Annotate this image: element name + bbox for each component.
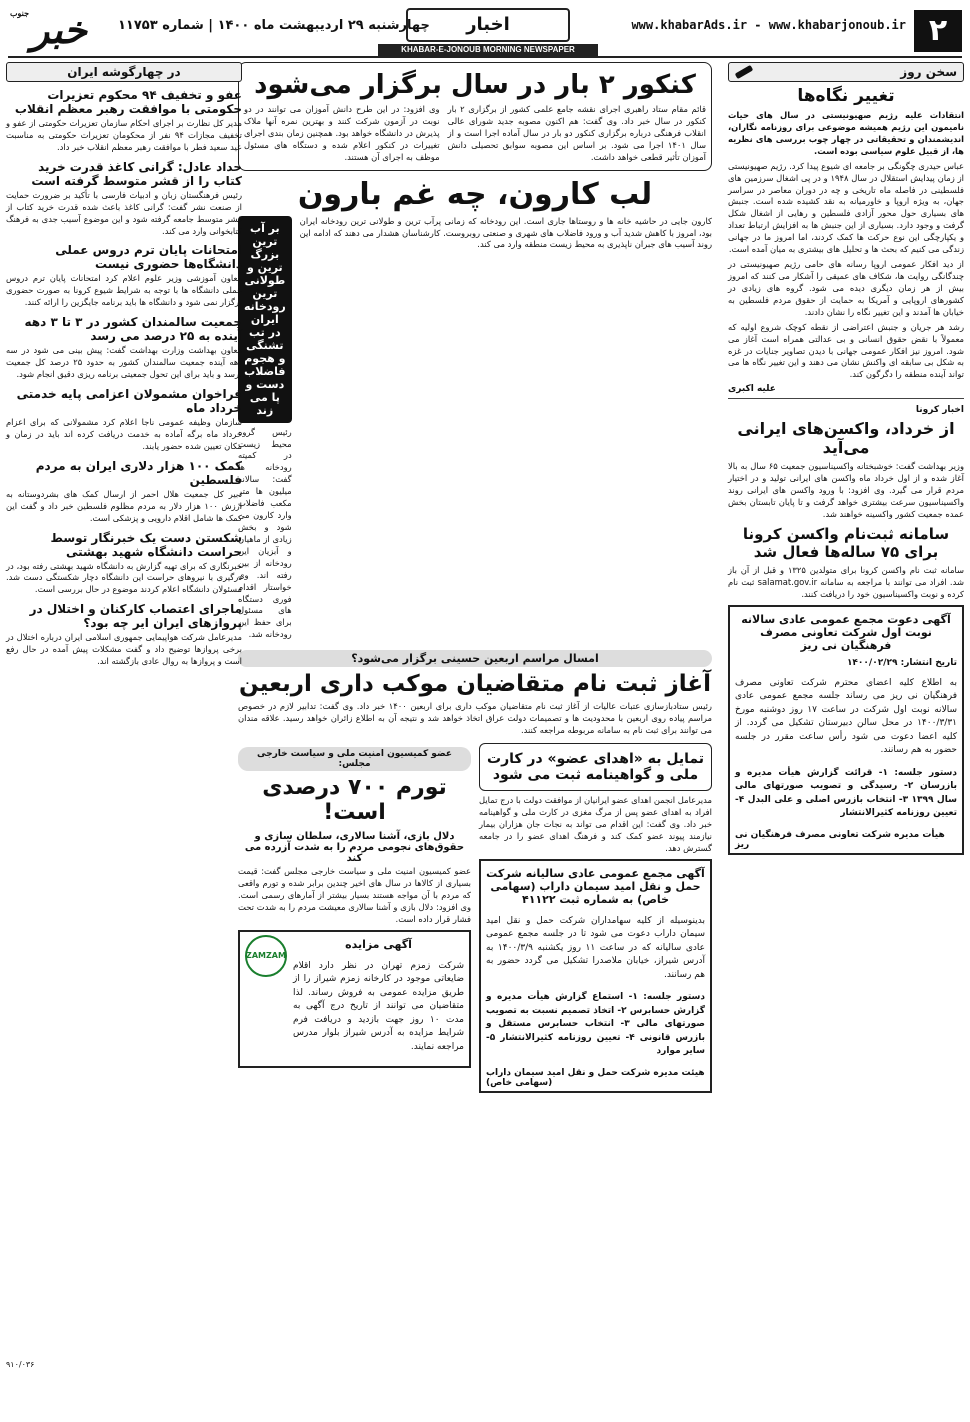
coop-ad-title: آگهی دعوت مجمع عمومی عادی سالانه نوبت اول شرکت تعاونی مصرف فرهنگیان نی ریز	[741, 612, 951, 652]
pen-icon	[735, 65, 754, 79]
page-number: ۲	[914, 10, 962, 52]
coop-ad	[728, 605, 964, 855]
divider	[728, 398, 964, 399]
left-s4-body: معاون بهداشت وزارت بهداشت گفت: پیش بینی می شود در سه دهه آینده جمعیت سالمندان کشور به حدود ۲۵ درصد کل جمعیت برسد و باید برای این تحول جمعیتی برنامه ریزی دقیق انجام شود.	[6, 345, 242, 380]
karun-cols	[238, 216, 712, 645]
karun-body-2: رئیس گروه محیط زیست در کمیته رودخانه ها گفت: سالانه میلیون ها متر مکعب فاضلاب وارد کارون می شود و بخش زیادی از ماهیان و آبزیان این رودخانه از بین رفته اند. وی خواستار اقدام فوری دستگاه های مسئول برای حفظ این رودخانه شد.	[238, 426, 292, 640]
konkur-body-1: قائم مقام ستاد راهبری اجرای نقشه جامع علمی کشور از برگزاری ۲ بار کنکور در سال خبر داد. وی گفت: هم اکنون مصوبه جدید شورای عالی انقلاب فرهنگی درباره برگزاری کنکور دو بار در سال آماده اجرا است و از سال ۱۴۰۱ اجرا می شود. بر اساس این مصوبه سوابق تحصیلی دانش آموزان تأثیر قطعی خواهد داشت.	[447, 104, 706, 162]
arbaeen-kicker: امسال مراسم اربعین حسینی برگزار می‌شود؟	[238, 650, 712, 667]
organ-title-box	[479, 743, 712, 791]
left-column	[6, 62, 242, 671]
left-s8-body: مدیرعامل شرکت هواپیمایی جمهوری اسلامی ایران درباره اختلال در برخی پروازها توضیح داد و گفت مشکلات پیش آمده در حال رفع است و پروازها به روال عادی بازگشته اند.	[6, 632, 242, 667]
konkur-story	[238, 62, 712, 171]
meeting-ad-body: بدینوسیله از کلیه سهامداران شرکت حمل و نقل امید سیمان داراب دعوت می شود تا در جلسه مجمع عمومی عادی سالیانه که در ساعت ۱۱ روز یکشنبه ۱۴۰۰/۳/۹ به آدرس شیراز، خیابان ملاصدرا تشکیل می گردد حضور به هم رسانند.	[486, 915, 705, 980]
organ-story	[479, 743, 712, 1093]
sokhan-title: تغییر نگاه‌ها	[797, 86, 895, 106]
karun-title: لب کارون، چه غم بارون	[297, 176, 653, 212]
auction-body: شرکت زمزم تهران در نظر دارد اقلام ضایعاتی موجود در کارخانه زمزم شیراز را از طریق مزایده عمومی به فروش رساند. لذا متقاضیان می توانند از تاریخ درج آگهی به مدت ۱۰ روز جهت بازدید و دریافت فرم شرایط مزایده به آدرس شیراز بلوار مدرس مراجعه نمایند.	[293, 960, 464, 1052]
meeting-ad-sign: هیئت مدیره شرکت حمل و نقل امید سیمان داراب (سهامی خاص)	[486, 1067, 705, 1088]
left-s2-body: رئیس فرهنگستان زبان و ادبیات فارسی با تأکید بر ضرورت حمایت از صنعت نشر گفت: گرانی کاغذ باعث شده قدرت خرید کتاب از قشر متوسط جامعه گرفته شود و این موضوع آسیب جدی به فرهنگ کتابخوانی وارد می کند.	[6, 189, 242, 236]
auction-ad	[238, 930, 471, 1069]
register-title: سامانه ثبت‌نام واکسن کرونا برای ۷۵ ساله‌ها فعال شد	[742, 524, 950, 561]
zamzam-logo-icon: ZAMZAM	[245, 935, 287, 977]
inflation-story	[238, 743, 471, 1093]
sokhan-body-1: انتقادات علیه رژیم صهیونیستی در سال های حیات نامیمون این رژیم همیشه موضوعی برای روزنامه نگاران، اندیشمندان و تحقیقاتی در چهار چوب بررسی های نظریه ها، از قبیل علوم سیاسی بوده است.	[728, 110, 964, 156]
dateline: چهارشنبه ۲۹ اردیبهشت ماه ۱۴۰۰ | شماره ۱۱۷۵۳	[118, 18, 430, 33]
footer-code: ۹۱۰/۰۳۶	[6, 1360, 35, 1369]
sokhan-header	[728, 62, 964, 82]
logo-sub: جنوب	[10, 8, 30, 18]
coop-ad-body: به اطلاع کلیه اعضای محترم شرکت تعاونی مصرف فرهنگیان نی ریز می رساند جلسه مجمع عمومی عادی سالانه نوبت اول شرکت در ساعت ۱۷ روز دوشنبه مورخ ۱۴۰۰/۳/۳۱ در محل سالن دبیرستان تشکیل می گردد. از کلیه اعضا دعوت می شود رأس ساعت مقرر در جلسه حضور به هم رسانند.	[735, 677, 957, 756]
konkur-title: کنکور ۲ بار در سال برگزار می‌شود	[254, 70, 696, 100]
left-s3-body: معاون آموزشی وزیر علوم اعلام کرد امتحانات پایان ترم دروس عملی دانشگاه ها با توجه به شرایط شیوع کرونا به صورت حضوری برگزار نمی شود و دانشگاه ها باید برنامه جایگزین را ارائه کنند.	[6, 273, 242, 308]
masthead	[8, 6, 962, 58]
right-column	[728, 62, 964, 855]
vaccine-tag: اخبار کرونا	[915, 405, 964, 416]
left-s7-body: خبرنگاری که برای تهیه گزارش به دانشگاه شهید بهشتی رفته بود، در درگیری با نیروهای حراست این دانشگاه دچار شکستگی دست شد. مسئولان دانشگاه اعلام کردند موضوع در حال بررسی است.	[6, 560, 242, 595]
inflation-sub: دلال بازی، آشنا سالاری، سلطان سازی و حقوق‌های نجومی مردم را به شدت آزرده می کند	[244, 830, 465, 864]
left-s6-title: کمک ۱۰۰ هزار دلاری ایران به مردم فلسطین	[35, 458, 242, 487]
left-s3-title: امتحانات پایان ترم دروس عملی دانشگاه‌ها حضوری نیست	[55, 243, 242, 272]
left-s1-title: عفو و تخفیف ۹۴ محکوم تعزیرات حکومتی با موافقت رهبر معظم انقلاب	[14, 88, 242, 116]
sokhan-body-3: از دید افکار عمومی اروپا رسانه های حامی رژیم صهیونیستی در چندگانگی روایت ها، شکاف های عمیقی را آشکار می کنند که امروز بیش از هر زمان دیگری دیده می شود. گروه های زیادی در کشورهای اروپایی و آمریکا به حمایت از حقوق مردم فلسطین به خیابان ها آمدند و این تغییر نگاه را نشان دادند.	[728, 259, 964, 317]
organ-title: تمایل به «اهدای عضو» در کارت ملی و گواهینامه ثبت می شود	[487, 750, 704, 783]
section-title: اخبار	[406, 8, 570, 42]
inflation-kicker: عضو کمیسیون امنیت ملی و سیاست خارجی مجلس:	[238, 747, 471, 771]
logo-text: خبر	[31, 6, 87, 52]
left-s1-body: مدیر کل نظارت بر اجرای احکام سازمان تعزیرات حکومتی از عفو و تخفیف مجازات ۹۴ نفر از محکومان تعزیرات حکومتی به مناسبت عید سعید فطر با موافقت رهبر معظم انقلاب خبر داد.	[6, 118, 242, 152]
arbaeen-story	[238, 650, 712, 737]
coop-ad-date: تاریخ انتشار: ۱۴۰۰/۰۲/۲۹	[846, 657, 957, 668]
left-s4-title: جمعیت سالمندان کشور در ۳ تا ۳ دهه آینده به ۲۵ درصد می رسد	[24, 315, 242, 344]
vaccine-body: وزیر بهداشت گفت: خوشبختانه واکسیناسیون جمعیت ۶۵ سال به بالا آغاز شده و از اول خرداد ماه واکسن های ایرانی تولید و در اختیار مردم قرار می گیرد. وی افزود: با ورود واکسن های ایرانی روند واکسیناسیون سرعت بیشتری خواهد گرفت و تا پایان تابستان بخش عمده جمعیت کشور واکسینه خواهند شد.	[728, 461, 965, 519]
left-s5-title: فراخوان مشمولان اعزامی پایه خدمتی خرداد ماه	[16, 386, 242, 415]
sokhan-label: سخن روز	[900, 65, 957, 79]
karun-body-1: کارون جایی در حاشیه خانه ها و روستاها جاری است. این رودخانه که زمانی پرآب ترین و طولانی ترین رودخانه ایران بود، امروز با کاهش شدید آب و ورود فاضلاب های شهری و صنعتی روبروست. کارشناسان هشدار می دهند که ادامه این روند آسیب های جبران ناپذیری به محیط زیست منطقه وارد می کند.	[299, 215, 712, 250]
meeting-ad	[479, 859, 712, 1093]
organ-body: مدیرعامل انجمن اهدای عضو ایرانیان از موافقت دولت با درج تمایل افراد به اهدای عضو پس از مرگ مغزی در کارت ملی و گواهینامه خبر داد. وی گفت: این اقدام می تواند به نجات جان هزاران بیمار نیازمند پیوند عضو کمک کند و فرهنگ اهدای عضو را در جامعه گسترش دهد.	[479, 794, 712, 853]
middle-lower	[238, 743, 712, 1093]
coop-ad-sign: هیأت مدیره شرکت تعاونی مصرف فرهنگیان نی ریز	[735, 829, 945, 850]
site-urls[interactable]: www.khabarAds.ir - www.khabarjonoub.ir	[631, 18, 906, 32]
karun-pull: بر آب ترین بزرگ ترین و طولانی ترین رودخانه ایران در تب تشنگی و هجوم فاضلاب دست و پا می زند	[238, 216, 292, 423]
middle-column	[238, 62, 712, 1093]
coop-ad-agenda: دستور جلسه: ۱- قرائت گزارش هیأت مدیره و بازرسان ۲- رسیدگی و تصویب صورتهای مالی سال ۱۳۹۹ ۳- انتخاب بازرس اصلی و علی البدل ۴- تعیین روزنامه کثیرالانتشار	[735, 767, 958, 819]
left-header	[6, 62, 242, 82]
konkur-cols	[244, 104, 706, 167]
arbaeen-title: آغاز ثبت نام متقاضیان موکب داری اربعین	[239, 671, 711, 698]
inflation-body: عضو کمیسیون امنیت ملی و سیاست خارجی مجلس گفت: قیمت بسیاری از کالاها در سال های اخیر چندین برابر شده و تورم واقعی که مردم با آن مواجه هستند بسیار بیشتر از آمارهای رسمی است. وی افزود: دلال بازی و آشنا سالاری معیشت مردم را به شدت تحت فشار قرار داده است.	[238, 865, 471, 924]
vaccine-title: از خرداد، واکسن‌های ایرانی می‌آید	[737, 419, 955, 458]
left-s7-title: شکستن دست یک خبرنگار توسط حراست دانشگاه شهید بهشتی	[50, 530, 242, 559]
left-s6-body: دبیر کل جمعیت هلال احمر از ارسال کمک های بشردوستانه به ارزش ۱۰۰ هزار دلار به مردم مظلوم فلسطین خبر داد و گفت این کمک ها شامل اقلام دارویی و پزشکی است.	[6, 488, 242, 523]
sokhan-body-2: عباس حیدری چگونگی بر جامعه ای شیوع پیدا کرد. رژیم صهیونیستی از زمان پیدایش استقلال در سال ۱۹۴۸ و در پی اشغال سرزمین های فلسطینی در فاصله ماه تاریخی و چه در دوران معاصر در سراسر جهان، به ویژه اروپا و خاورمیانه به نقد کشیده شده است. جنبش های بسیاری حول محور آزادی فلسطین و رهایی از اشغال شکل گرفت و وجود دارد. بسیاری از این جنبش ها به افزایش ارتباط تعداد و یکپارچگی این نوع حرکت ها کمک کردند، اما امروز ما در جهانی زندگی می کنیم که بحث ها و تحلیل های بیشتری به میان آمده است.	[728, 160, 964, 255]
konkur-body-2: وی افزود: در این طرح دانش آموزان می توانند در دو نوبت در آزمون شرکت کنند و بهترین نمره آنها ملاک پذیرش در دانشگاه خواهد بود. همچنین زمان بندی اجرای تغییرات در کنکور اعلام شده و دستگاه های مسئول موظف به اجرای آن هستند.	[244, 104, 440, 162]
logo	[8, 6, 110, 52]
inflation-title: تورم ۷۰۰ درصدی است!	[262, 774, 447, 825]
sokhan-author: علیه اکبری	[728, 384, 776, 395]
karun-pull-wrap	[238, 216, 292, 645]
left-label: در چهارگوشه ایران	[67, 65, 181, 79]
auction-head	[245, 935, 464, 1064]
karun-story	[238, 177, 712, 645]
left-s8-title: ماجرای اعتصاب کارکنان و اختلال در پروازهای ایران ایر چه بود؟	[29, 602, 242, 631]
arbaeen-body: رئیس ستادبازسازی عتبات عالیات از آغاز ثبت نام متقاضیان موکب داری برای اربعین ۱۴۰۰ خبر داد. وی گفت: تدابیر لازم در خصوص مراسم پیاده روی اربعین با محدودیت ها و تصمیمات دولت عراق اتخاذ خواهد شد و نتیجه آن به اطلاع زائران خواهد رسید. علاقه مندان می توانند برای ثبت نام به سامانه مربوطه مراجعه کنند.	[238, 701, 712, 736]
sokhan-body-4: رشد هر جریان و جنبش اعتراضی از نقطه کوچک شروع اولیه که معمولاً با نقض حقوق انسانی و بی عدالتی همراه است آغاز می شود. امروز نیز افکار عمومی جهانی با دیدن تصاویر جنایات در غزه به شکل بی سابقه ای واکنش نشان می دهند و این تغییر نگاه ها می تواند آینده منطقه را دگرگون کند.	[728, 321, 964, 380]
left-s5-body: سازمان وظیفه عمومی ناجا اعلام کرد مشمولانی که برای اعزام خرداد ماه برگه آماده به خدمت دریافت کرده اند باید در زمان و مکان تعیین شده حضور یابند.	[6, 416, 242, 451]
register-body: سامانه ثبت نام واکسن کرونا برای متولدین ۱۳۲۵ و قبل از آن باز شد. افراد می توانند با مراجعه به سامانه salamat.gov.ir ثبت نام کرده و نوبت واکسیناسیون خود را دریافت کنند.	[728, 564, 965, 599]
masthead-strip: KHABAR-E-JONOUB MORNING NEWSPAPER	[378, 44, 598, 56]
auction-title: آگهی مزایده	[345, 937, 412, 951]
meeting-ad-title: آگهی مجمع عمومی عادی سالیانه شرکت حمل و نقل امید سیمان داراب (سهامی خاص) به شماره ثبت ۴۱۱۲۲	[486, 866, 705, 906]
left-s2-title: حداد عادل: گرانی کاغذ قدرت خرید کتاب را از قشر متوسط گرفته است	[31, 159, 242, 188]
meeting-ad-agenda: دستور جلسه: ۱- استماع گزارش هیأت مدیره و گزارش حسابرس ۲- اتخاذ تصمیم نسبت به تصویب صورتهای مالی ۳- انتخاب حسابرس مستقل و بازرس قانونی ۴- تعیین روزنامه کثیرالانتشار ۵- سایر موارد	[486, 992, 705, 1057]
